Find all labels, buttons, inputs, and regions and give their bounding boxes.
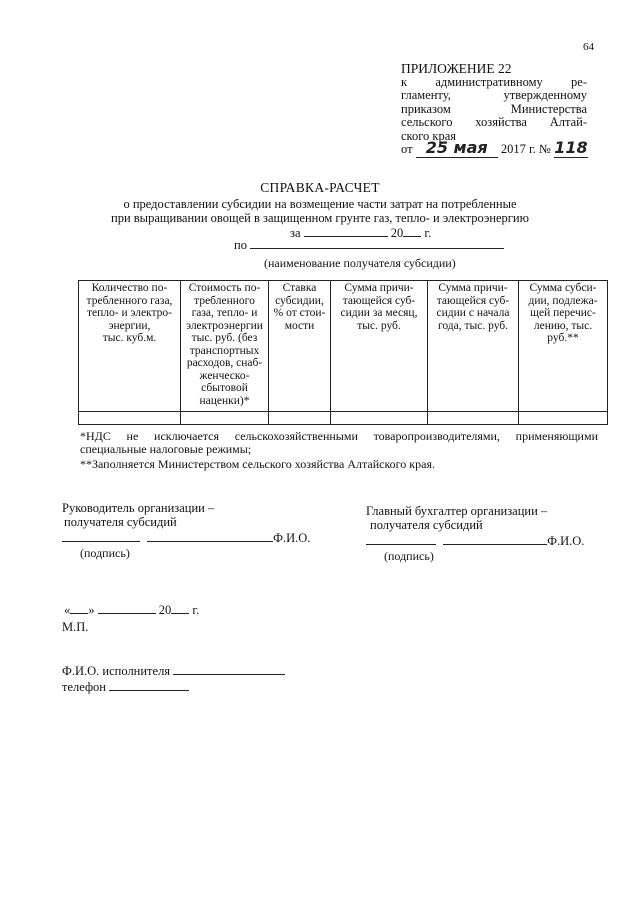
period-blank[interactable] [304,226,388,237]
year-blank[interactable] [403,226,421,237]
year-number-label: 2017 г. № [500,142,551,156]
head-signature-blank[interactable] [62,531,140,542]
table-header-row [79,281,608,412]
period-suffix: г. [424,226,432,240]
period-prefix: за [290,226,301,240]
table-row [79,412,608,425]
accountant-title-line2: получателя субсидий [370,518,483,532]
open-quote: « [64,603,71,617]
calculation-table [78,280,608,425]
table-cell[interactable] [519,412,608,425]
table-header-cell: Сумма причи- тающейся суб- сидии с начала года, тыс. руб. [428,281,519,412]
phone-blank[interactable] [109,680,189,691]
accountant-title: Главный бухгалтер организации – [366,504,548,518]
handwritten-number: 118 [554,138,588,157]
recipient-line [234,238,504,253]
table-cell[interactable] [428,412,519,425]
appendix-line: к административному ре- [401,74,587,89]
document-title: СПРАВКА-РАСЧЕТ [260,180,380,195]
appendix-heading: ПРИЛОЖЕНИЕ 22 [401,61,512,76]
day-blank[interactable] [70,603,88,614]
handwritten-number-field [554,138,588,158]
appendix-line: сельского хозяйства Алтай- [401,115,587,129]
table-header-cell: Сумма субси- дии, подлежа- щей перечис- лению, тыс. руб.** [519,281,608,412]
table-cell[interactable] [269,412,331,425]
phone-line [62,680,189,694]
head-name-blank[interactable] [147,531,273,542]
ministry-footnote: **Заполняется Министерством сельского хозяйства Алтайского края. [80,457,435,471]
stamp-place-label: М.П. [62,620,89,634]
head-fio-label: Ф.И.О. [273,531,311,545]
phone-label: телефон [62,680,106,694]
recipient-blank[interactable] [250,238,504,249]
head-signature-caption: (подпись) [80,546,130,560]
appendix-block [401,62,587,143]
head-signature-block [62,501,310,560]
accountant-name-blank[interactable] [443,534,547,545]
accountant-signature-blank[interactable] [366,534,436,545]
date-prefix: от [401,142,413,156]
recipient-caption: (наименование получателя субсидии) [264,256,456,270]
handwritten-date-field [416,138,498,158]
table-header-cell: Сумма причи- тающейся суб- сидии за месяц, тыс. руб. [331,281,428,412]
table-header-cell: Стоимость по- требленного газа, тепло- и электроэнергии тыс. руб. (без транспортных расходов, снаб- женческо- сбытовой наценки)* [181,281,269,412]
handwritten-date: 25 мая [425,138,488,157]
executor-line [62,664,285,678]
accountant-fio-label: Ф.И.О. [547,534,585,548]
recipient-prefix: по [234,238,247,252]
appendix-date-line [401,138,601,158]
head-title: Руководитель организации – [62,501,215,515]
subtitle-line: о предоставлении субсидии на возмещение части затрат на потребленные [123,197,517,211]
month-blank[interactable] [98,603,156,614]
appendix-line: приказом Министерства [401,101,587,116]
signing-date-line [64,603,199,617]
accountant-signature-block [366,504,584,563]
close-quote: » [88,603,95,617]
period-year: 20 [390,226,404,240]
accountant-signature-caption: (подпись) [384,549,434,563]
head-title-line2: получателя субсидий [64,515,177,529]
page-number: 64 [583,41,594,53]
document-subtitle [0,197,640,225]
table-cell[interactable] [79,412,181,425]
signing-year-blank[interactable] [171,603,189,614]
vat-footnote: *НДС не исключается сельскохозяйственными товаропроизводителями, применяющими специальные налоговые режимы; [80,429,598,456]
executor-blank[interactable] [173,664,285,675]
subtitle-line: при выращивании овощей в защищенном грунте газ, тепло- и электроэнергию [111,211,529,225]
table-cell[interactable] [181,412,269,425]
appendix-line: ского края [401,128,457,143]
signing-year: 20 [158,603,172,617]
table-header-cell: Количество по- требленного газа, тепло- и электро- энергии, тыс. куб.м. [79,281,181,412]
appendix-line: гламенту, утвержденному [401,88,587,102]
executor-label: Ф.И.О. исполнителя [62,664,171,678]
signing-year-suffix: г. [192,603,200,617]
table-header-cell: Ставка субсидии, % от стои- мости [269,281,331,412]
table-cell[interactable] [331,412,428,425]
